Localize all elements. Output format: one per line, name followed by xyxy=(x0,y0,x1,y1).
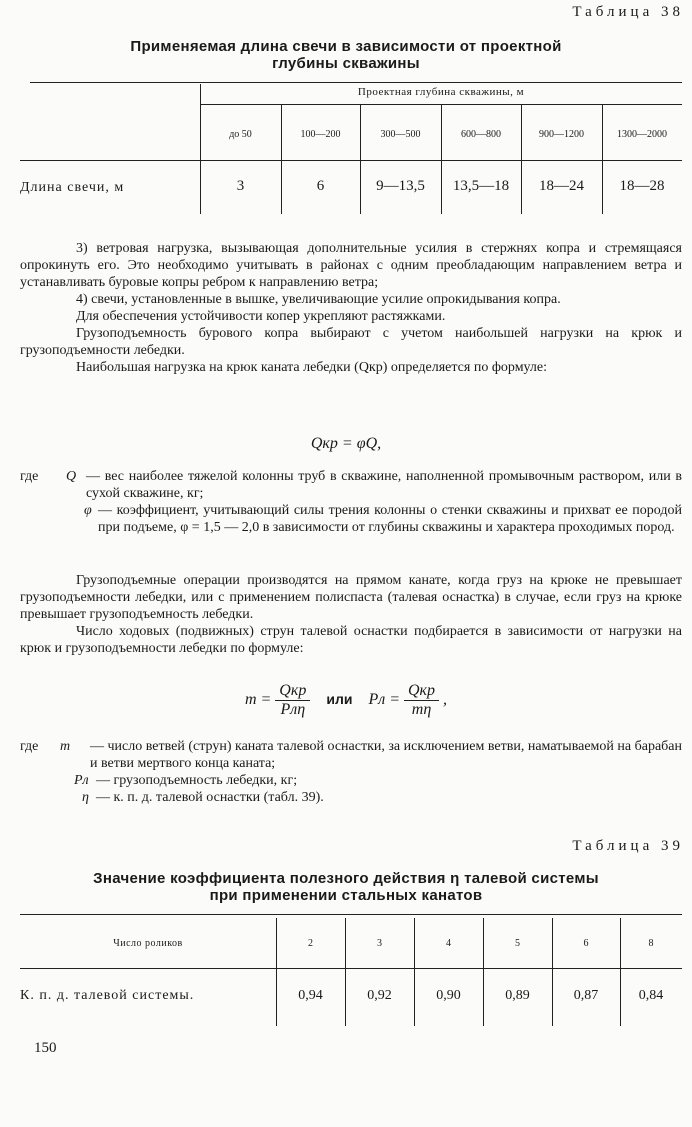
table-38-col-header: 300—500 xyxy=(380,129,421,140)
table-38-row-label: Длина свечи, м xyxy=(20,180,125,195)
formula-tail: , xyxy=(443,691,448,709)
def-symbol: φ xyxy=(84,503,92,518)
table-39 xyxy=(0,910,692,1030)
definitions-2 xyxy=(20,738,682,806)
table-39-col-header: 6 xyxy=(583,938,589,949)
where-label: где xyxy=(20,469,39,484)
body-text-1 xyxy=(20,240,682,376)
formula-m xyxy=(0,682,692,719)
table-39-col-header: 4 xyxy=(446,938,451,949)
table-38-value: 3 xyxy=(236,178,245,194)
formula-left-fraction xyxy=(275,682,310,719)
table-39-label: Таблица 39 xyxy=(572,838,684,854)
page-number: 150 xyxy=(34,1040,57,1056)
def-text: — число ветвей (струн) каната талевой оснастки, за исключением ветви, наматываемой на барабан и ветви мертвого конца каната; xyxy=(90,739,682,771)
table-38 xyxy=(0,76,692,216)
formula-left-numerator: Qкр xyxy=(275,682,310,701)
paragraph: Грузоподъемные операции производятся на прямом канате, когда груз на крюке не превышает грузоподъемности лебедки, или с применением полиспаста (талевая оснастка) в случае, если груз на крюке превышает грузоподъемность лебедки. xyxy=(20,573,682,622)
table-39-value: 0,92 xyxy=(367,988,392,1003)
formula-left-denominator: Pлη xyxy=(280,701,306,718)
formula-right-denominator: mη xyxy=(411,701,432,718)
table-39-header-label: Число роликов xyxy=(113,938,183,949)
def-text: — грузоподъемность лебедки, кг; xyxy=(96,773,298,788)
table-39-title xyxy=(0,870,692,904)
table-39-value: 0,94 xyxy=(298,988,323,1003)
table-38-title-line2: глубины скважины xyxy=(272,55,420,72)
table-39-col-header: 8 xyxy=(648,938,654,949)
def-text: — коэффициент, учитывающий силы трения колонны о стенки скважины и прихват ее породой при подъеме, φ = 1,5 — 2,0 в зависимости от глубины скважины и характера проходимых пород. xyxy=(98,503,682,535)
table-38-label: Таблица 38 xyxy=(572,4,684,20)
def-text: — к. п. д. талевой оснастки (табл. 39). xyxy=(96,790,324,805)
table-38-col-header: 100—200 xyxy=(300,129,341,140)
table-39-value: 0,89 xyxy=(505,988,530,1003)
def-symbol: Q xyxy=(66,469,77,484)
table-38-value: 6 xyxy=(316,178,325,194)
table-38-group-header: Проектная глубина скважины, м xyxy=(357,86,525,98)
table-38-title xyxy=(0,38,692,72)
paragraph: Число ходовых (подвижных) струн талевой оснастки подбирается в зависимости от нагрузки на крюк и грузоподъемности лебедки по формуле: xyxy=(20,624,682,656)
table-39-value: 0,90 xyxy=(436,988,461,1003)
table-39-value: 0,84 xyxy=(638,988,664,1003)
table-38-col-header: 600—800 xyxy=(461,129,501,140)
formula-left-var: m = xyxy=(244,691,272,709)
paragraph: 3) ветровая нагрузка, вызывающая дополнительные усилия в стержнях копра и стремящаяся опрокинуть его. Это необходимо учитывать в районах с одним преобладающим направлением ветра и устанавливать буровые копры ребром к направлению ветра; xyxy=(20,241,682,290)
paragraph: Наибольшая нагрузка на крюк каната лебедки (Qкр) определяется по формуле: xyxy=(76,360,548,375)
table-38-col-header: 1300—2000 xyxy=(617,129,667,140)
table-39-value: 0,87 xyxy=(573,988,599,1003)
def-text: — вес наиболее тяжелой колонны труб в скважине, наполненной промывочным раствором, или в сухой скважине, кг; xyxy=(86,469,682,501)
paragraph: 4) свечи, установленные в вышке, увеличивающие усилие опрокидывания копра. xyxy=(76,292,561,307)
def-symbol: Pл xyxy=(74,773,89,788)
formula-right-numerator: Qкр xyxy=(404,682,439,701)
table-39-title-line1: Значение коэффициента полезного действия η талевой системы xyxy=(93,870,599,887)
definitions-1 xyxy=(20,468,682,536)
body-text-2 xyxy=(20,572,682,657)
paragraph: Грузоподъемность бурового копра выбирают с учетом наибольшей нагрузки на крюк и грузоподъемности лебедки. xyxy=(20,326,682,358)
paragraph: Для обеспечения устойчивости копер укрепляют растяжками. xyxy=(76,309,446,324)
table-39-row-label: К. п. д. талевой системы. xyxy=(20,988,195,1003)
table-38-value: 9—13,5 xyxy=(376,178,425,194)
table-39-col-header: 5 xyxy=(515,938,520,949)
table-38-value: 13,5—18 xyxy=(452,178,510,194)
def-symbol: m xyxy=(60,739,71,754)
where-label: где xyxy=(20,739,39,754)
table-38-title-line1: Применяемая длина свечи в зависимости от проектной xyxy=(130,38,562,55)
table-39-col-header: 3 xyxy=(377,938,382,949)
table-38-col-header: до 50 xyxy=(229,129,252,140)
table-38-col-header: 900—1200 xyxy=(539,129,584,140)
formula-qkr: Qкр = φQ, xyxy=(310,435,382,452)
formula-right-var: Pл = xyxy=(368,691,400,709)
table-39-title-line2: при применении стальных канатов xyxy=(209,887,483,904)
table-39-col-header: 2 xyxy=(308,938,313,949)
table-38-value: 18—24 xyxy=(539,178,584,194)
formula-right-fraction xyxy=(404,682,439,719)
def-symbol: η xyxy=(82,790,89,805)
formula-or: или xyxy=(326,691,353,708)
table-38-value: 18—28 xyxy=(619,178,665,194)
